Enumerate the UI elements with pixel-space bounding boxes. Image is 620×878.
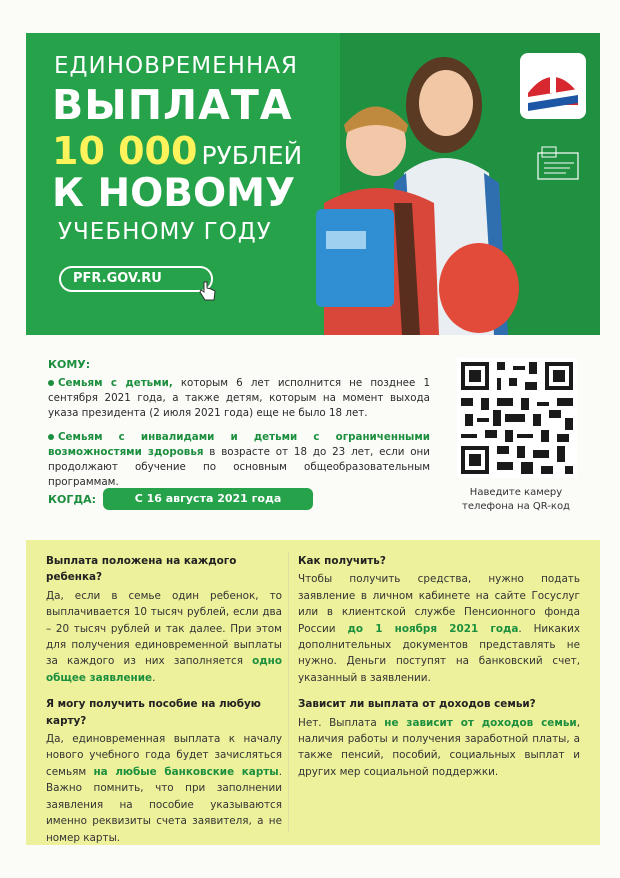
- title-line-2: ВЫПЛАТА: [52, 81, 293, 129]
- title-line-3: [52, 129, 302, 173]
- answer-highlight: не зависит от доходов семьи: [384, 716, 577, 729]
- whom-item-1: [48, 376, 430, 421]
- amount: 10 000: [52, 129, 198, 173]
- faq-question-2: Я могу получить пособие на любую карту?: [46, 698, 261, 727]
- faq-answer-4: [298, 715, 580, 781]
- whom-item-2: [48, 430, 430, 490]
- answer-highlight: до 1 ноября 2021 года: [347, 622, 519, 635]
- qr-code-icon[interactable]: [457, 358, 577, 478]
- answer-highlight: на любые банковские карты: [93, 765, 279, 778]
- hero-banner: [26, 33, 600, 335]
- answer-text: Да, если в семье один ребенок, то выплачивается 10 тысяч рублей, если два – 20 тысяч рублей и так далее. При этом для получения единовременной выплаты за каждого из них заполняется: [46, 589, 282, 668]
- bullet-icon: [48, 380, 54, 386]
- qr-caption-line-2: телефона на QR-код: [462, 501, 570, 512]
- answer-highlight: одно общее заявление: [46, 655, 282, 684]
- currency: РУБЛЕЙ: [201, 141, 303, 170]
- column-divider: [288, 552, 289, 832]
- item1-text: которым 6 лет исполнится не позднее 1 сентября 2021 года, а также детям, которым на момент выхода указа президента (2 июля 2021 года) еще не было 18 лет.: [48, 377, 430, 419]
- faq-answer-2: [46, 731, 282, 846]
- answer-end: , наличия работы и получения заработной платы, а также пенсий, пособий, социальных выплат и других мер социальной поддержки.: [298, 716, 580, 778]
- item2-text: в возрасте от 18 до 23 лет, если они продолжают обучение по основным общеобразовательным программам.: [48, 446, 430, 488]
- pfr-logo-icon: [520, 53, 586, 119]
- hand-pointer-icon: [198, 280, 218, 302]
- answer-end: . Никаких дополнительных документов представлять не нужно. Деньги поступят на банковский счет, указанный в заявлении.: [298, 622, 580, 684]
- item1-bold: Семьям с детьми,: [58, 377, 173, 389]
- answer-text: Чтобы получить средства, нужно подать заявление в личном кабинете на сайте Госуслуг или в клиентской службе Пенсионного фонда России: [298, 573, 580, 635]
- date-pill: С 16 августа 2021 года: [103, 488, 313, 510]
- answer-end: . Важно помнить, что при заполнении заявления на пособие указываются именно реквизиты счета заявителя, а не номер карты.: [46, 765, 282, 844]
- national-projects-badge: [536, 145, 580, 185]
- qr-caption: [436, 486, 596, 514]
- bullet-icon: [48, 434, 54, 440]
- answer-text: Нет. Выплата: [298, 716, 385, 729]
- site-link[interactable]: PFR.GOV.RU: [59, 266, 213, 292]
- item2-bold: Семьям с инвалидами и детьми с ограниченными возможностями здоровья: [48, 431, 430, 458]
- answer-text: Да, единовременная выплата к началу нового учебного года будет зачисляться семьям: [46, 733, 282, 778]
- title-line-4: К НОВОМУ: [52, 171, 296, 216]
- faq-answer-1: [46, 588, 282, 686]
- answer-end: .: [152, 671, 156, 684]
- faq-answer-3: [298, 571, 580, 686]
- faq-column-right: [298, 553, 580, 780]
- faq-question-1: Выплата положена на каждого ребенка?: [46, 555, 237, 584]
- faq-question-4: Зависит ли выплата от доходов семьи?: [298, 698, 536, 711]
- title-line-5: УЧЕБНОМУ ГОДУ: [58, 219, 272, 245]
- faq-column-left: [46, 553, 282, 846]
- qr-caption-line-1: Наведите камеру: [469, 487, 563, 498]
- title-line-1: ЕДИНОВРЕМЕННАЯ: [54, 53, 298, 79]
- children-photo: [294, 33, 524, 335]
- when-label: КОГДА:: [48, 493, 97, 506]
- faq-question-3: Как получить?: [298, 555, 386, 567]
- whom-label: КОМУ:: [48, 358, 91, 371]
